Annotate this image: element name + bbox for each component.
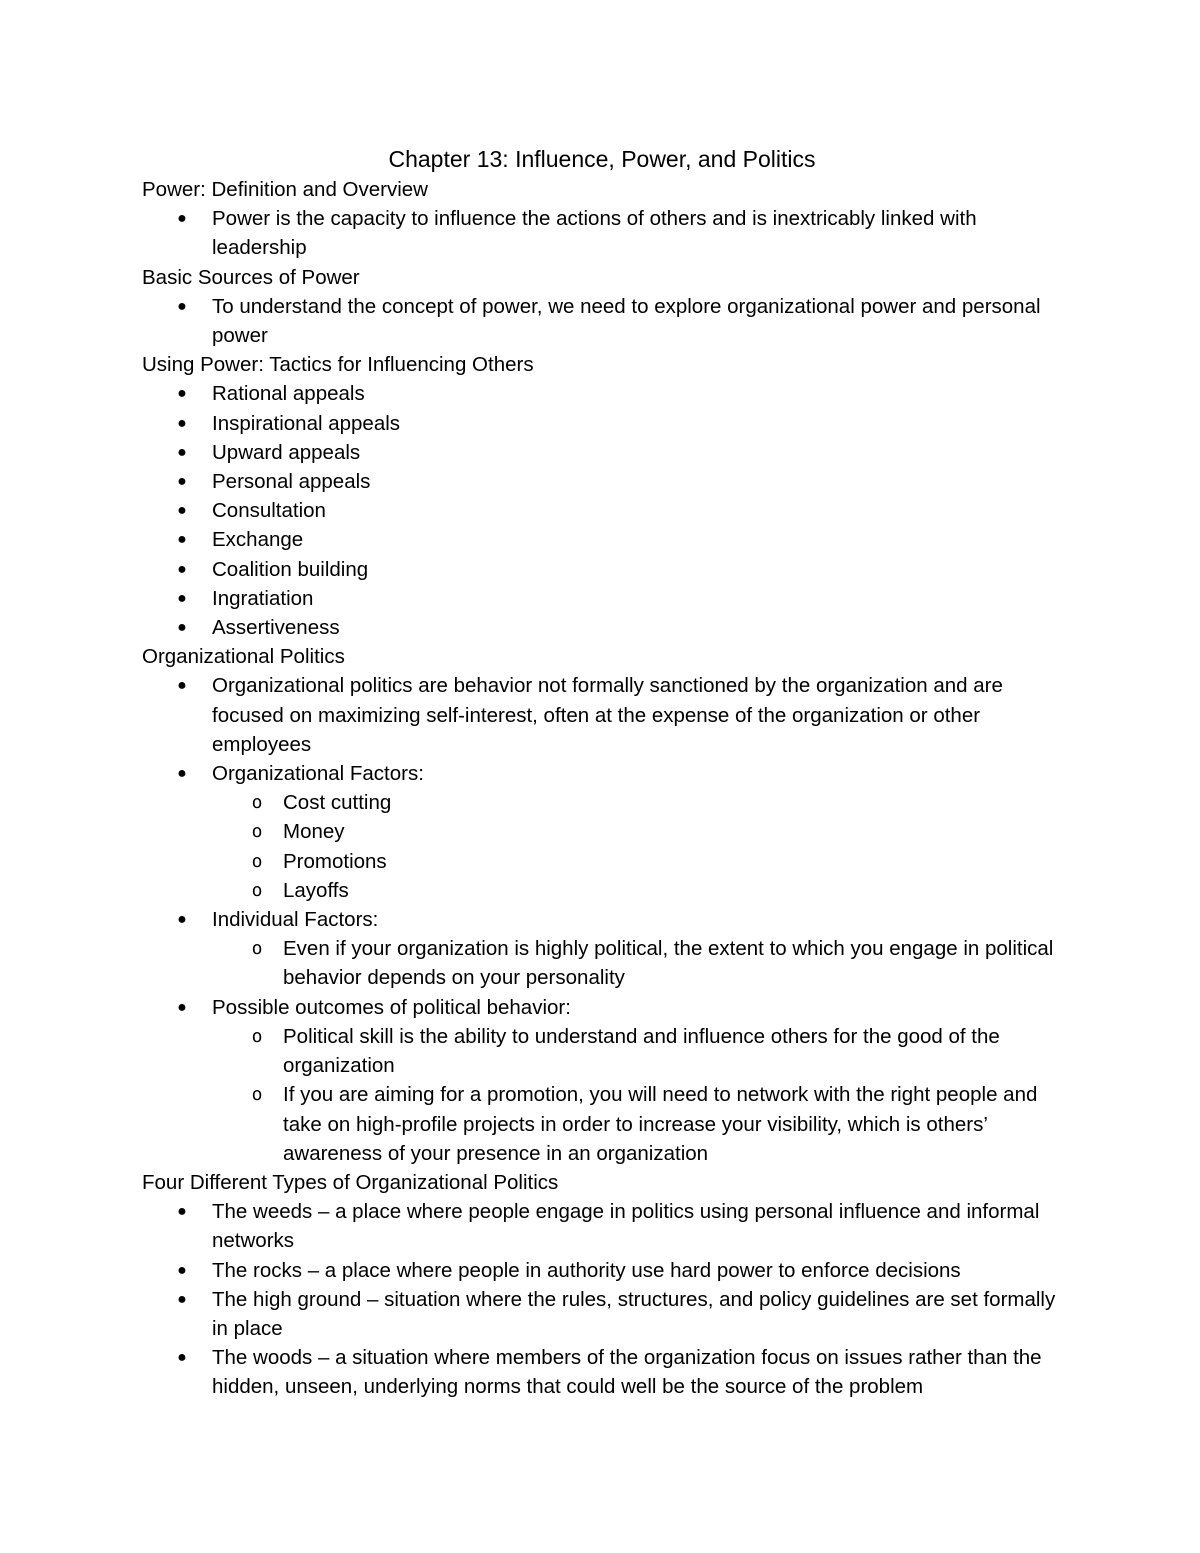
bullet-icon: ● — [177, 560, 187, 578]
list-item: ● The weeds – a place where people engage in politics using personal influence and informal networks — [212, 1197, 1062, 1255]
sub-list-item: o Political skill is the ability to understand and influence others for the good of the organization — [283, 1022, 1062, 1080]
document-body — [142, 143, 1062, 1402]
bullet-icon: ● — [177, 473, 187, 491]
section-basic-sources — [142, 263, 1062, 351]
list-item: ● Personal appeals — [212, 467, 1062, 496]
sub-list-item: o Promotions — [283, 847, 1062, 876]
bullet-icon: ● — [177, 443, 187, 461]
bullet-icon: ● — [177, 1349, 187, 1367]
bullet-list — [142, 292, 1062, 350]
list-item: ● Assertiveness — [212, 613, 1062, 642]
bullet-icon: ● — [177, 1261, 187, 1279]
section-heading: Using Power: Tactics for Influencing Others — [142, 353, 534, 377]
bullet-icon: ● — [177, 385, 187, 403]
section-four-types — [142, 1168, 1062, 1402]
bullet-list — [142, 379, 1062, 642]
section-using-power — [142, 350, 1062, 642]
bullet-list — [142, 1197, 1062, 1401]
section-power-definition — [142, 175, 1062, 263]
list-item: ● Organizational Factors: o Cost cutting o Money o Promotions o Layoffs — [212, 759, 1062, 905]
list-item: ● Upward appeals — [212, 438, 1062, 467]
hollow-bullet-icon: o — [251, 938, 263, 960]
sub-list-item: o Cost cutting — [283, 788, 1062, 817]
hollow-bullet-icon: o — [251, 1025, 263, 1047]
hollow-bullet-icon: o — [251, 821, 263, 843]
list-item: ● To understand the concept of power, we need to explore organizational power and personal power — [212, 292, 1062, 350]
bullet-icon: ● — [177, 677, 187, 695]
bullet-list — [142, 204, 1062, 262]
list-item: ● Rational appeals — [212, 379, 1062, 408]
list-item: ● Coalition building — [212, 555, 1062, 584]
sub-list-item: o Even if your organization is highly political, the extent to which you engage in political behavior depends on your personality — [283, 934, 1062, 992]
bullet-icon: ● — [177, 1203, 187, 1221]
bullet-icon: ● — [177, 1290, 187, 1308]
bullet-icon: ● — [177, 911, 187, 929]
section-heading: Organizational Politics — [142, 645, 345, 669]
section-heading: Basic Sources of Power — [142, 265, 360, 289]
section-heading: Four Different Types of Organizational Politics — [142, 1170, 559, 1194]
bullet-list — [142, 671, 1062, 1167]
bullet-icon: ● — [177, 531, 187, 549]
sub-bullet-list — [212, 934, 1062, 992]
bullet-icon: ● — [177, 210, 187, 228]
list-item: ● Inspirational appeals — [212, 409, 1062, 438]
sub-bullet-list — [212, 788, 1062, 905]
bullet-icon: ● — [177, 297, 187, 315]
sub-list-item: o If you are aiming for a promotion, you will need to network with the right people and take on high-profile projects in order to increase your visibility, which is others’ awareness of your presence in an organization — [283, 1080, 1062, 1168]
list-item: ● The high ground – situation where the rules, structures, and policy guidelines are set formally in place — [212, 1285, 1062, 1343]
section-organizational-politics — [142, 642, 1062, 1168]
sub-list-item: o Layoffs — [283, 876, 1062, 905]
hollow-bullet-icon: o — [251, 1084, 263, 1106]
bullet-icon: ● — [177, 502, 187, 520]
sub-list-item: o Money — [283, 817, 1062, 846]
hollow-bullet-icon: o — [251, 879, 263, 901]
list-item: ● Organizational politics are behavior not formally sanctioned by the organization and are focused on maximizing self-interest, often at the expense of the organization or other employees — [212, 671, 1062, 759]
list-item: ● Possible outcomes of political behavior: o Political skill is the ability to understand and influence others for the good of the organization o If you are aiming for a promotion, you will need to network with the right people and take on high-profile projects in order to increase your visibility, which is others’ awareness of your presence in an organization — [212, 993, 1062, 1168]
list-item: ● Ingratiation — [212, 584, 1062, 613]
page-title: Chapter 13: Influence, Power, and Politics — [388, 146, 816, 172]
hollow-bullet-icon: o — [251, 850, 263, 872]
bullet-icon: ● — [177, 619, 187, 637]
list-item: ● Consultation — [212, 496, 1062, 525]
bullet-icon: ● — [177, 589, 187, 607]
sub-bullet-list — [212, 1022, 1062, 1168]
list-item: ● Exchange — [212, 525, 1062, 554]
list-item: ● Individual Factors: o Even if your organization is highly political, the extent to which you engage in political behavior depends on your personality — [212, 905, 1062, 993]
section-heading: Power: Definition and Overview — [142, 178, 428, 201]
bullet-icon: ● — [177, 414, 187, 432]
list-item: ● The rocks – a place where people in authority use hard power to enforce decisions — [212, 1256, 1062, 1285]
list-item: ● The woods – a situation where members of the organization focus on issues rather than the hidden, unseen, underlying norms that could well be the source of the problem — [212, 1343, 1062, 1401]
hollow-bullet-icon: o — [251, 792, 263, 814]
bullet-icon: ● — [177, 998, 187, 1016]
list-item: ● Power is the capacity to influence the actions of others and is inextricably linked with leadership — [212, 204, 1062, 262]
bullet-icon: ● — [177, 765, 187, 783]
